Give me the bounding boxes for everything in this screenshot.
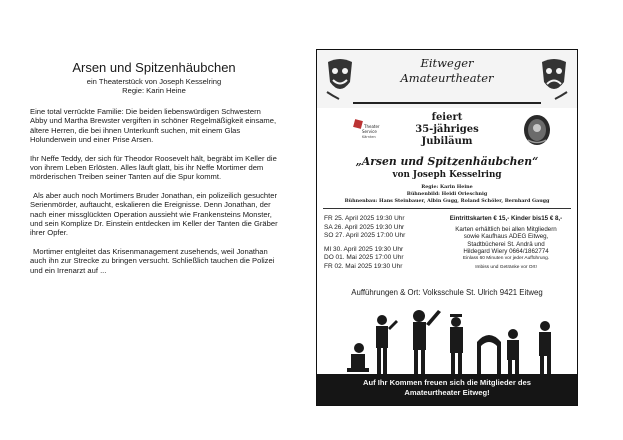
tragedy-mask-icon bbox=[539, 56, 569, 100]
ticket-line: sowie Kaufhaus ADEG Eitweg, bbox=[463, 233, 549, 240]
performance-dates bbox=[324, 215, 444, 272]
synopsis-paragraph-1: Eine total verrückte Familie: Die beiden liebenswürdigen Schwestern Abby und Martha Brewster vergiften in schöner Regelmäßigkeit einsame, ältere Herren, die bei ihnen Unterkunft suchen, mit einem Glas Holunderwein und einer Prise Arsen. bbox=[30, 107, 277, 145]
date-item: FR 02. Mai 2025 19:30 Uhr bbox=[324, 262, 403, 270]
venue-info: Aufführungen & Ort: Volksschule St. Ulrich 9421 Eitweg bbox=[351, 288, 543, 297]
event-poster bbox=[316, 49, 578, 406]
date-item: DO 01. Mai 2025 17:00 Uhr bbox=[324, 254, 404, 262]
svg-text:Theater: Theater bbox=[364, 124, 380, 129]
stage-design-credit: Bühnenbild: Heidi Orieschnig bbox=[406, 191, 488, 197]
stage-construction-credit: Bühnenbau: Hans Steinbauer, Albin Gugg, Roland Schöler, Bernhard Gaugg bbox=[344, 198, 550, 204]
celebrates-text: feiert bbox=[431, 112, 463, 123]
svg-text:Kärnten: Kärnten bbox=[362, 135, 376, 139]
ticket-line: Hildegard Wiery 0664/1862774 bbox=[463, 248, 549, 255]
theater-crest-icon bbox=[522, 114, 552, 146]
credits-divider bbox=[323, 208, 571, 209]
ticket-info bbox=[440, 215, 572, 271]
theater-name-line1: Eitweger bbox=[420, 56, 474, 70]
director-credit-poster: Regie: Karin Heine bbox=[421, 184, 473, 190]
poster-author: von Joseph Kesselring bbox=[392, 170, 502, 180]
anniversary-label: Jubiläum bbox=[421, 136, 473, 147]
play-subtitle: ein Theaterstück von Joseph Kesselring bbox=[86, 77, 222, 86]
cast-silhouette-image bbox=[317, 300, 577, 382]
theater-name bbox=[395, 56, 499, 86]
ticket-line: Karten erhältlich bei allen Mitgliedern bbox=[455, 225, 557, 233]
anniversary-years: 35-jähriges bbox=[415, 124, 479, 135]
footer-line2: Amateurtheater Eitweg! bbox=[404, 388, 490, 397]
synopsis-paragraph-2: Ihr Neffe Teddy, der sich für Theodor Roosevelt hält, begräbt im Keller die von ihrem Leben Erlösten. Alles läuft glatt, bis ihr Neffe Mortimer dem mörderischen Treiben seiner Tanten auf die Spur kommt. bbox=[30, 153, 277, 182]
food-note: Imbiss und Getränke vor Ort! bbox=[475, 264, 537, 270]
play-title-heading: Arsen und Spitzenhäubchen bbox=[72, 60, 236, 75]
poster-footer bbox=[317, 374, 577, 405]
admission-note: Einlass 60 Minuten vor jeder Aufführung. bbox=[462, 255, 550, 261]
date-item: SA 26. April 2025 19:30 Uhr bbox=[324, 223, 405, 231]
banner-divider bbox=[353, 102, 541, 104]
ticket-prices: Eintrittskarten € 15,- Kinder bis15 € 8,- bbox=[449, 215, 563, 222]
svg-text:Service: Service bbox=[362, 129, 377, 134]
ticket-line: Stadtbücherei St. Andrä und bbox=[467, 240, 545, 248]
synopsis-paragraph-4: Mortimer entgleitet das Krisenmanagement zusehends, weil Jonathan auch ihn zur Strecke zu bringen versucht. Schließlich tauchen die Polizei und ein Irrenarzt auf ... bbox=[30, 246, 275, 275]
poster-play-title: „Arsen und Spitzenhäubchen“ bbox=[355, 155, 539, 168]
date-item: MI 30. April 2025 19:30 Uhr bbox=[324, 245, 404, 253]
director-credit: Regie: Karin Heine bbox=[122, 86, 186, 95]
date-item: FR 25. April 2025 19:30 Uhr bbox=[324, 215, 405, 222]
comedy-mask-icon bbox=[325, 56, 355, 100]
date-item: SO 27. April 2025 17:00 Uhr bbox=[324, 232, 406, 240]
theater-name-line2: Amateurtheater bbox=[400, 71, 494, 85]
synopsis-paragraph-3: Als aber auch noch Mortimers Bruder Jonathan, ein polizeilich gesuchter Serienmörder, auftaucht, eskalieren die Ereignisse. Denn Jonathan, der nach einer missglückten Operation aussieht wie Frankensteins Monster, und sein Komplize Dr. Einstein entdecken im Keller der Tanten die Gräber ihrer Opfer. bbox=[30, 190, 278, 238]
description-column bbox=[30, 60, 278, 284]
poster-banner bbox=[317, 50, 577, 108]
footer-line1: Auf Ihr Kommen freuen sich die Mitglieder des bbox=[363, 378, 531, 387]
